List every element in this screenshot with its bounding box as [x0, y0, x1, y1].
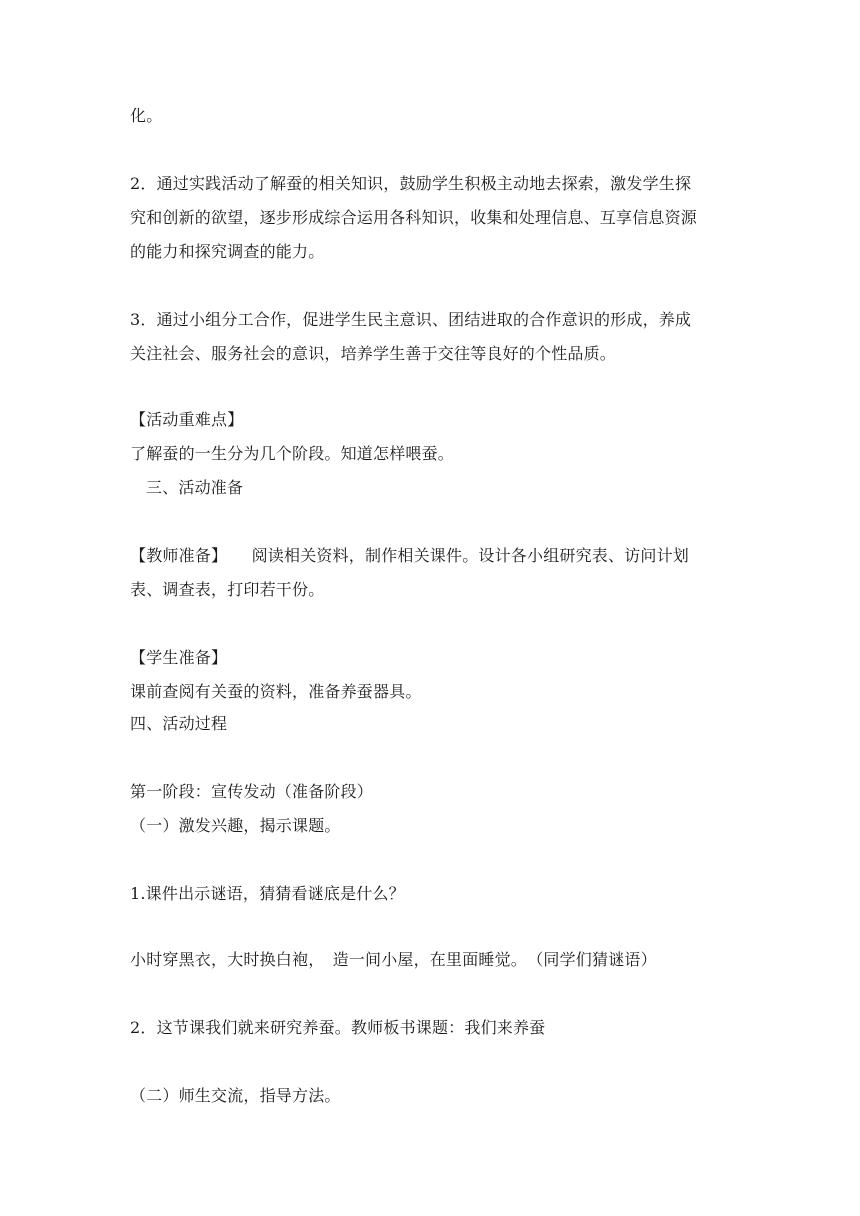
section-heading-preparation: 三、活动准备 [146, 478, 244, 497]
riddle-intro: 1.课件出示谜语，猜猜看谜底是什么？ [130, 884, 405, 903]
teacher-prep-line-1: 【教师准备】 阅读相关资料，制作相关课件。设计各小组研究表、访问计划 [130, 546, 690, 565]
teacher-prep-line-2: 表、调查表，打印若干份。 [130, 580, 325, 599]
sub-heading-interest: （一）激发兴趣，揭示课题。 [130, 816, 341, 835]
riddle-text: 小时穿黑衣，大时换白袍， 造一间小屋，在里面睡觉。 （同学们猜谜语） [130, 950, 657, 969]
objective-2-line-3: 的能力和探究调查的能力。 [130, 242, 325, 261]
student-prep-text: 课前查阅有关蚕的资料，准备养蚕器具。 [130, 682, 422, 701]
section-heading-key-points: 【活动重难点】 [130, 410, 244, 429]
sub-heading-exchange: （二）师生交流，指导方法。 [130, 1086, 341, 1105]
section-heading-student-prep: 【学生准备】 [130, 648, 228, 667]
objective-3-line-1: 3．通过小组分工合作，促进学生民主意识、团结进取的合作意识的形成，养成 [130, 310, 692, 329]
section-heading-process: 四、活动过程 [130, 714, 228, 733]
key-points-text: 了解蚕的一生分为几个阶段。知道怎样喂蚕。 [130, 444, 455, 463]
objective-3-line-2: 关注社会、服务社会的意识，培养学生善于交往等良好的个性品质。 [130, 344, 617, 363]
objective-2-line-2: 究和创新的欲望，逐步形成综合运用各科知识，收集和处理信息、互享信息资源 [130, 208, 698, 227]
text-line: 化。 [130, 106, 163, 125]
objective-2-line-1: 2．通过实践活动了解蚕的相关知识，鼓励学生积极主动地去探索，激发学生探 [130, 174, 692, 193]
stage-one-heading: 第一阶段：宣传发动（准备阶段） [130, 782, 374, 801]
topic-intro: 2．这节课我们就来研究养蚕。教师板书课题：我们来养蚕 [130, 1018, 546, 1037]
